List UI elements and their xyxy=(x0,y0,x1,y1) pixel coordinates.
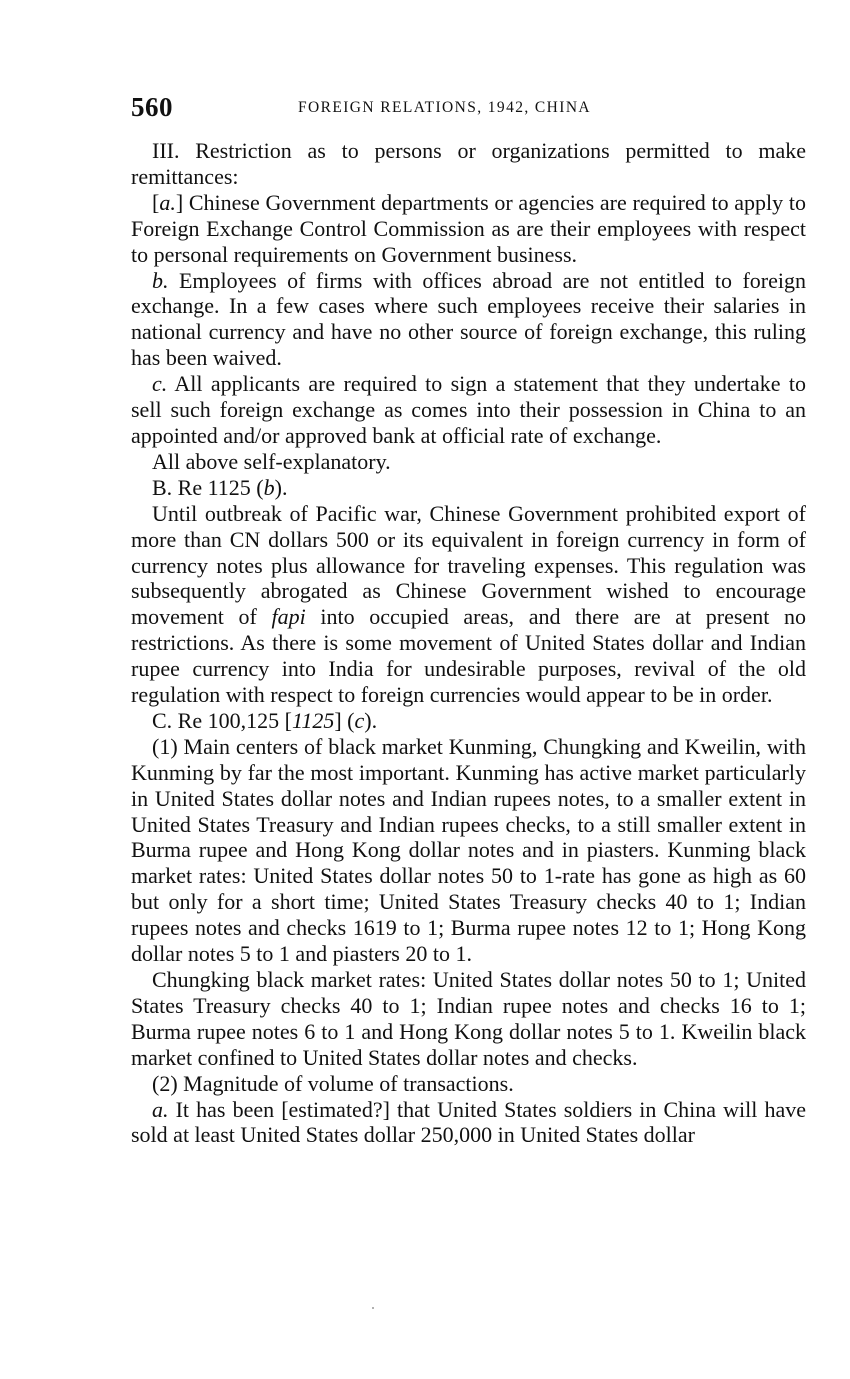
paragraph-section-b-ref: B. Re 1125 (b). xyxy=(152,474,288,500)
paragraph-self-explanatory: All above self-explanatory. xyxy=(152,448,391,474)
page-number: 560 xyxy=(131,92,173,122)
body-text xyxy=(131,138,806,1148)
paragraph-magnitude: (2) Magnitude of volume of transactions. xyxy=(152,1070,514,1096)
term-fapi: fapi xyxy=(271,604,306,630)
paragraph-black-market-centers: (1) Main centers of black market Kunming, Chungking and Kweilin, with Kunming by far the most important. Kunming has active market particularly in United States dollar notes and Indian rupees notes, to a smaller extent in United States Treasury and Indian rupees checks, to a still smaller extent in Burma rupee and Hong Kong dollar notes and in piasters. Kunming black market rates: United States dollar notes 50 to 1-rate has gone as high as 60 but only for a short time; United States Treasury checks 40 to 1; Indian rupees notes and checks 1619 to 1; Burma rupee notes 12 to 1; Hong Kong dollar notes 5 to 1 and piasters 20 to 1. xyxy=(131,733,806,967)
paragraph-chungking-rates: Chungking black market rates: United States dollar notes 50 to 1; United States Treasury checks 40 to 1; Indian rupee notes and checks 16 to 1; Burma rupee notes 6 to 1 and Hong Kong dollar notes 5 to 1. Kweilin black market confined to United States dollar notes and checks. xyxy=(131,967,806,1070)
paragraph-pacific-war: Until outbreak of Pacific war, Chinese Government prohibited export of more than CN dollars 500 or its equivalent in foreign currency in form of currency notes plus allowance for traveling expenses. This regulation was subsequently abrogated as Chinese Government wished to encourage movement of fapi into occupied areas, and there are at present no restrictions. As there is some movement of United States dollar and Indian rupee currency into India for undesirable purposes, revival of the old regulation with respect to foreign currencies would appear to be in order. xyxy=(131,500,806,708)
print-speck xyxy=(372,1307,374,1309)
item-letter-a: a. xyxy=(159,189,176,215)
paragraph-item-a: [a.] Chinese Government departments or agencies are required to apply to Foreign Exchange Control Commission as are their employees with respect to personal requirements on Government business. xyxy=(131,189,806,267)
paragraph-item-b: b. Employees of firms with offices abroad are not entitled to foreign exchange. In a few cases where such employees receive their salaries in national currency and have no other source of foreign exchange, this ruling has been waived. xyxy=(131,267,806,371)
paragraph-item-c: c. All applicants are required to sign a statement that they undertake to sell such foreign exchange as comes into their possession in China to an appointed and/or approved bank at official rate of exchange. xyxy=(131,371,806,448)
item-letter-c: c. xyxy=(152,371,168,397)
paragraph-restriction-heading: III. Restriction as to persons or organizations permitted to make remittances: xyxy=(131,138,806,189)
paragraph-item-a-estimate: a. It has been [estimated?] that United States soldiers in China will have sold at least United States dollar 250,000 in United States dollar xyxy=(131,1096,806,1148)
running-head xyxy=(131,92,806,124)
item-letter-b: b. xyxy=(152,267,169,293)
running-title: FOREIGN RELATIONS, 1942, CHINA xyxy=(298,99,592,116)
paragraph-section-c-ref: C. Re 100,125 [1125] (c). xyxy=(152,707,378,733)
document-page xyxy=(131,92,806,1148)
